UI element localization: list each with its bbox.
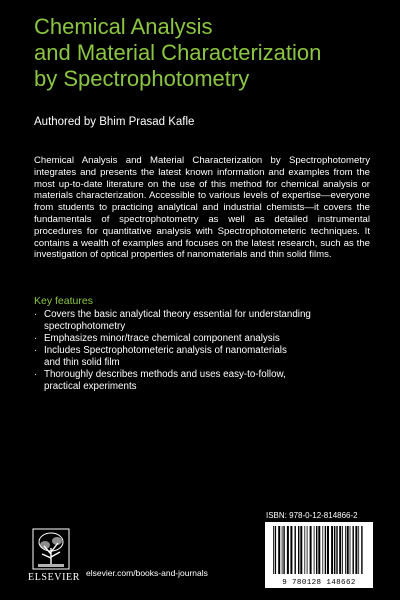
- key-feature-line: spectrophotometry: [44, 321, 126, 332]
- bullet-icon: ·: [34, 369, 38, 380]
- title-line-2: and Material Characterization: [34, 40, 322, 65]
- book-title: [34, 14, 384, 92]
- isbn-barcode-icon: [265, 522, 373, 578]
- elsevier-tree-logo-icon: [32, 528, 70, 578]
- bullet-icon: ·: [34, 345, 38, 356]
- key-feature-item: [34, 369, 364, 393]
- author-line: Authored by Bhim Prasad Kafle: [34, 116, 195, 128]
- key-feature-line: and thin solid film: [44, 357, 120, 368]
- title-line-3: by Spectrophotometry: [34, 66, 250, 91]
- key-feature-item: [34, 345, 364, 369]
- barcode-number: 9 780128 148662: [282, 579, 356, 587]
- key-feature-item: [34, 309, 364, 333]
- publisher-url: elsevier.com/books-and-journals: [86, 568, 208, 578]
- key-feature-line: Covers the basic analytical theory essential for understanding: [44, 309, 311, 320]
- barcode: [265, 522, 373, 588]
- key-features-heading: Key features: [34, 295, 93, 307]
- key-feature-line: Includes Spectrophotometeric analysis of nanomaterials: [44, 345, 287, 356]
- key-feature-line: Emphasizes minor/trace chemical component analysis: [44, 333, 280, 344]
- key-feature-line: Thoroughly describes methods and uses easy-to-follow,: [44, 369, 286, 380]
- book-description: Chemical Analysis and Material Characterization by Spectrophotometry integrates and presents the latest known information and examples from the most up-to-date literature on the use of this method for chemical analysis or materials characterization. Accessible to various levels of expertise—everyone from students to practicing analytical and industrial chemists—it covers the fundamentals of spectrophotometry as well as detailed instrumental procedures for quantitative analysis with Spectrophotometeric techniques. It contains a wealth of examples and focuses on the latest research, such as the investigation of optical properties of nanomaterials and thin solid films.: [34, 155, 370, 261]
- isbn-label: ISBN: 978-0-12-814866-2: [266, 511, 358, 520]
- bullet-icon: ·: [34, 309, 38, 320]
- bullet-icon: ·: [34, 333, 38, 344]
- publisher-name: ELSEVIER: [28, 572, 81, 583]
- key-feature-line: practical experiments: [44, 381, 137, 392]
- title-line-1: Chemical Analysis: [34, 14, 213, 39]
- key-feature-item: [34, 333, 364, 345]
- key-features-list: [34, 309, 364, 393]
